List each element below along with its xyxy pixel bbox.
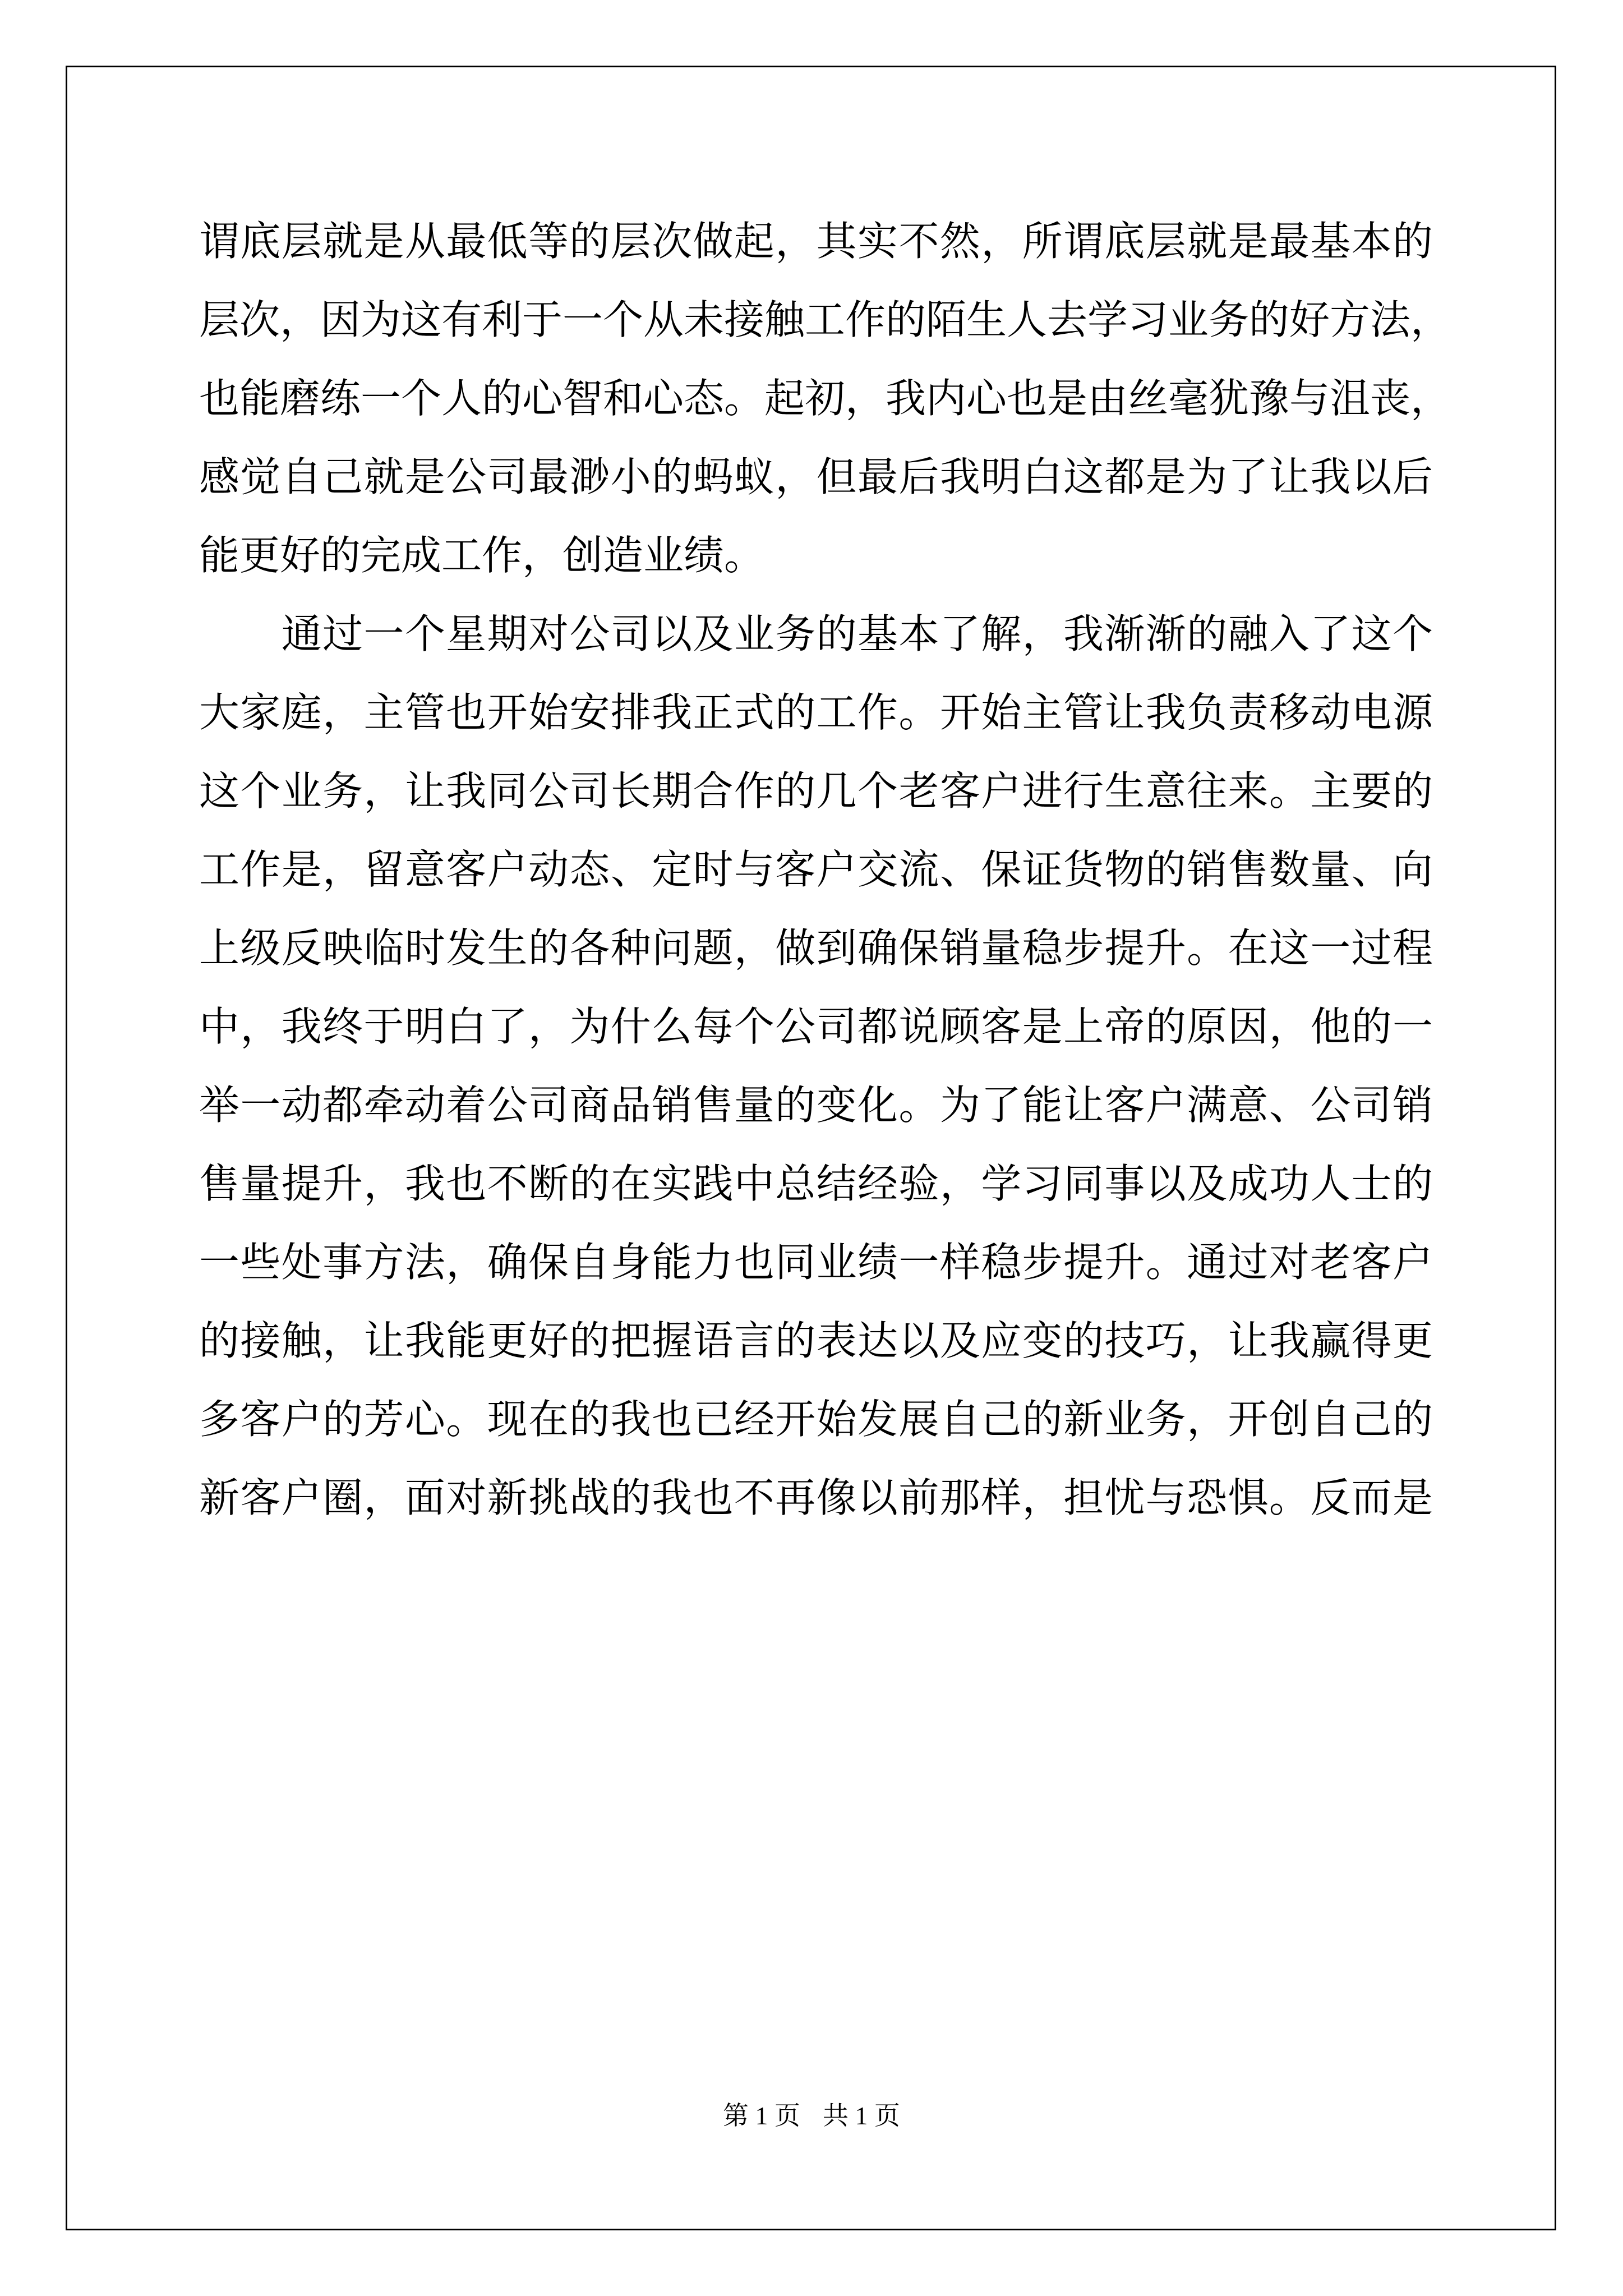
text-line: 能更好的完成工作，创造业绩。	[199, 532, 765, 579]
text-line: 一些处事方法，确保自身能力也同业绩一样稳步提升。通过对老客户	[199, 1239, 1433, 1286]
text-line: 谓底层就是从最低等的层次做起，其实不然，所谓底层就是最基本的	[199, 218, 1433, 265]
text-line: 大家庭，主管也开始安排我正式的工作。开始主管让我负责移动电源	[199, 689, 1433, 736]
text-line: 感觉自己就是公司最渺小的蚂蚁，但最后我明白这都是为了让我以后	[199, 453, 1433, 500]
text-line: 多客户的芳心。现在的我也已经开始发展自己的新业务，开创自己的	[199, 1396, 1433, 1443]
document-body	[199, 202, 1451, 1537]
text-line: 中，我终于明白了，为什么每个公司都说顾客是上帝的原因，他的一	[199, 1003, 1433, 1050]
text-line: 工作是，留意客户动态、定时与客户交流、保证货物的销售数量、向	[199, 846, 1433, 893]
text-line: 的接触，让我能更好的把握语言的表达以及应变的技巧，让我赢得更	[199, 1317, 1433, 1364]
text-line: 新客户圈，面对新挑战的我也不再像以前那样，担忧与恐惧。反而是	[199, 1474, 1433, 1521]
text-line: 售量提升，我也不断的在实践中总结经验，学习同事以及成功人士的	[199, 1160, 1433, 1207]
text-line: 层次，因为这有利于一个从未接触工作的陌生人去学习业务的好方法，	[199, 296, 1451, 343]
text-line: 上级反映临时发生的各种问题，做到确保销量稳步提升。在这一过程	[199, 924, 1433, 972]
page-footer	[0, 2095, 1623, 2132]
text-line: 这个业务，让我同公司长期合作的几个老客户进行生意往来。主要的	[199, 767, 1433, 815]
page-number-total: 共 1 页	[823, 2101, 900, 2130]
page-number-current: 第 1 页	[723, 2101, 800, 2130]
text-line: 也能磨练一个人的心智和心态。起初，我内心也是由丝毫犹豫与沮丧，	[199, 375, 1451, 422]
text-line: 通过一个星期对公司以及业务的基本了解，我渐渐的融入了这个	[199, 610, 1433, 657]
text-line: 举一动都牵动着公司商品销售量的变化。为了能让客户满意、公司销	[199, 1082, 1433, 1129]
